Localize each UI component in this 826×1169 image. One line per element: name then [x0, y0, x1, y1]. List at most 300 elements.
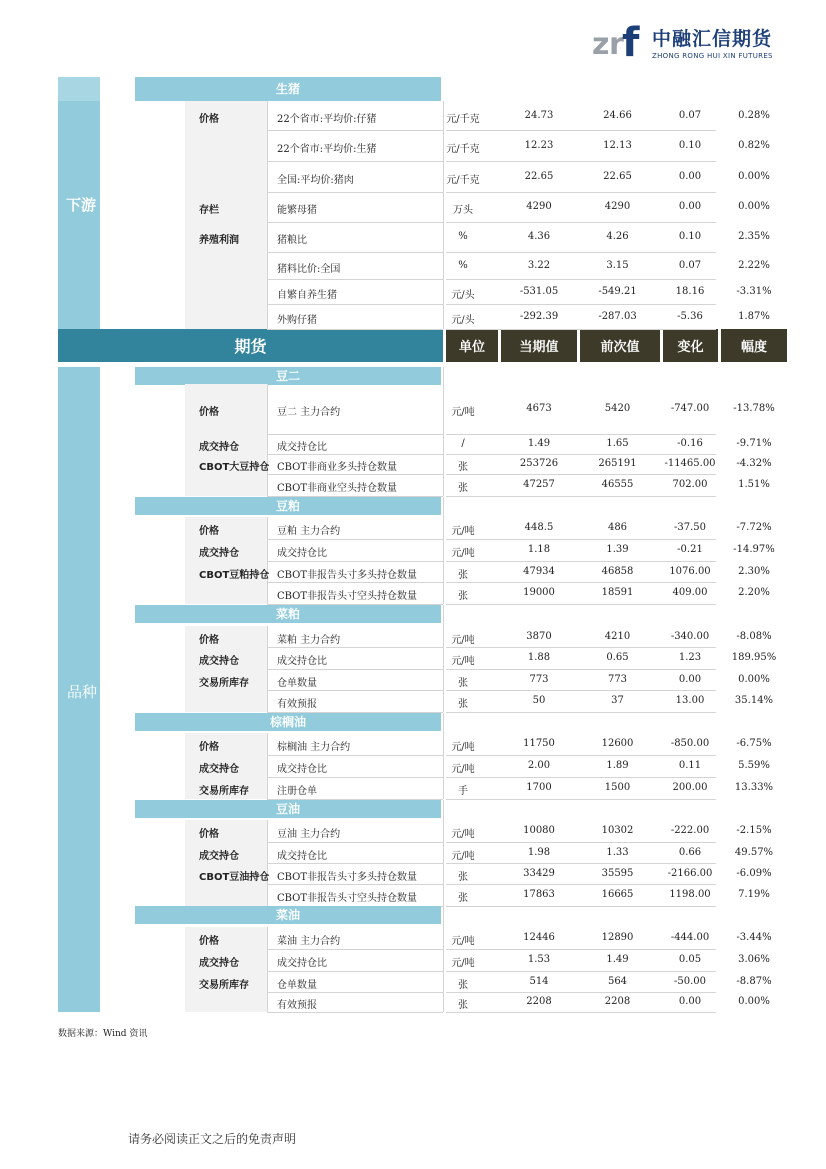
row-category: 成交持仓	[199, 548, 239, 559]
table-row	[185, 760, 788, 775]
row-change-pct: 1.51%	[738, 479, 770, 490]
row-unit: 张	[458, 872, 468, 883]
row-change-pct: 1.87%	[738, 311, 770, 322]
section-header: 豆二	[135, 367, 441, 385]
row-indicator: 豆粕 主力合约	[277, 526, 341, 537]
table-row	[185, 260, 788, 275]
row-current-value: -292.39	[519, 311, 559, 322]
row-divider	[446, 971, 716, 972]
row-current-value: 1700	[526, 782, 552, 793]
row-divider	[267, 329, 443, 330]
row-divider	[267, 279, 443, 280]
row-category: 价格	[199, 407, 219, 418]
row-unit: 张	[458, 591, 468, 602]
row-change-pct: -8.87%	[736, 976, 772, 987]
row-indicator: 菜油 主力合约	[277, 936, 341, 947]
row-change-pct: 2.35%	[738, 231, 770, 242]
row-unit: 元/吨	[451, 936, 475, 947]
row-unit: 元/千克	[446, 114, 480, 125]
row-previous-value: 1.39	[606, 544, 629, 555]
row-change-pct: 13.33%	[734, 782, 774, 793]
row-current-value: 2.00	[527, 760, 551, 771]
row-divider	[446, 434, 716, 435]
table-row	[185, 458, 788, 473]
row-category: 成交持仓	[199, 656, 239, 667]
row-indicator: CBOT非报告头寸多头持仓数量	[277, 570, 418, 581]
row-change: 18.16	[675, 286, 705, 297]
row-current-value: 22.65	[524, 171, 554, 182]
row-unit: 元/吨	[451, 742, 475, 753]
row-divider	[446, 755, 716, 756]
row-change: 1076.00	[669, 566, 711, 577]
row-change-pct: 189.95%	[731, 652, 777, 663]
row-change: 0.00	[678, 674, 702, 685]
row-divider	[446, 279, 716, 280]
table-row	[185, 231, 788, 246]
row-current-value: 11750	[523, 738, 555, 749]
row-change: 1198.00	[669, 889, 711, 900]
row-previous-value: 12600	[601, 738, 634, 749]
row-indicator: CBOT非报告头寸多头持仓数量	[277, 872, 418, 883]
table-row	[185, 976, 788, 991]
row-category: 价格	[199, 829, 219, 840]
row-change: -0.16	[677, 438, 703, 449]
row-previous-value: 1.89	[606, 760, 629, 771]
table-row	[185, 544, 788, 559]
row-current-value: 1.18	[527, 544, 551, 555]
section-header: 豆粕	[135, 497, 441, 515]
row-change-pct: 2.22%	[738, 260, 770, 271]
table-row	[185, 868, 788, 883]
row-previous-value: -287.03	[598, 311, 637, 322]
row-divider	[267, 222, 443, 223]
row-current-value: 33429	[523, 868, 555, 879]
row-change: -340.00	[670, 631, 710, 642]
row-indicator: CBOT非报告头寸空头持仓数量	[277, 893, 418, 904]
row-current-value: 24.73	[524, 110, 554, 121]
row-category: 价格	[199, 742, 219, 753]
table-row	[185, 438, 788, 453]
row-unit: 万头	[453, 205, 473, 216]
row-unit: 元/吨	[451, 407, 475, 418]
row-divider	[446, 192, 716, 193]
row-previous-value: 35595	[601, 868, 634, 879]
row-category: 交易所库存	[199, 786, 249, 797]
row-unit: 张	[458, 893, 468, 904]
table-row	[185, 738, 788, 753]
section-header-pig: 生猪	[135, 77, 441, 101]
brand-name-cn: 中融汇信期货	[652, 28, 773, 50]
brand-logo-icon	[592, 18, 640, 62]
row-unit: 张	[458, 483, 468, 494]
svg-text:r: r	[609, 27, 624, 62]
row-change: -37.50	[673, 522, 706, 533]
row-unit: 元/千克	[446, 175, 480, 186]
row-divider	[446, 799, 716, 800]
section-header: 豆油	[135, 800, 441, 818]
row-change: 0.66	[678, 847, 702, 858]
row-change: -747.00	[670, 403, 710, 414]
row-indicator: 仓单数量	[277, 678, 317, 689]
row-unit: 张	[458, 462, 468, 473]
row-divider	[446, 842, 716, 843]
variety-label: 品种	[67, 683, 98, 701]
row-change: 702.00	[672, 479, 708, 490]
row-current-value: 773	[529, 674, 549, 685]
column-header-change: 变化	[663, 329, 718, 362]
row-current-value: 3.22	[527, 260, 551, 271]
row-change: 200.00	[672, 782, 708, 793]
row-divider	[446, 690, 716, 691]
row-divider	[446, 712, 716, 713]
row-previous-value: 2208	[604, 996, 631, 1007]
brand-name-en: ZHONG RONG HUI XIN FUTURES	[652, 52, 773, 60]
row-change: -0.21	[677, 544, 703, 555]
row-previous-value: 4210	[604, 631, 631, 642]
row-unit: 元/吨	[451, 958, 475, 969]
table-row	[185, 171, 788, 186]
row-change-pct: 0.00%	[738, 674, 770, 685]
table-row	[185, 587, 788, 602]
table-row	[185, 695, 788, 710]
futures-header-bar: 期货	[58, 329, 443, 362]
row-indicator: 22个省市:平均价:生猪	[277, 144, 377, 155]
row-divider	[446, 777, 716, 778]
row-previous-value: 3.15	[606, 260, 629, 271]
row-previous-value: 10302	[601, 825, 634, 836]
table-row	[185, 932, 788, 947]
row-indicator: 外购仔猪	[277, 315, 317, 326]
row-change: 0.00	[678, 996, 702, 1007]
row-divider	[267, 192, 443, 193]
row-unit: 张	[458, 1000, 468, 1011]
row-divider	[446, 906, 716, 907]
row-unit: 元/吨	[451, 526, 475, 537]
row-category: 价格	[199, 526, 219, 537]
row-unit: 张	[458, 678, 468, 689]
table-row	[185, 954, 788, 969]
row-indicator: 成交持仓比	[277, 958, 327, 969]
row-change: 13.00	[675, 695, 705, 706]
data-source-note: 数据来源：Wind 资讯	[58, 1029, 148, 1039]
row-divider	[446, 496, 716, 497]
row-indicator: 豆二 主力合约	[277, 407, 341, 418]
row-category: 存栏	[199, 205, 219, 216]
row-category: 成交持仓	[199, 442, 239, 453]
row-divider	[446, 304, 716, 305]
row-divider	[267, 949, 443, 950]
row-current-value: 4290	[526, 201, 552, 212]
row-previous-value: 16665	[601, 889, 634, 900]
row-change-pct: -2.15%	[736, 825, 772, 836]
row-change-pct: 2.30%	[738, 566, 770, 577]
row-divider	[446, 161, 716, 162]
row-previous-value: 564	[607, 976, 628, 987]
row-change: 409.00	[672, 587, 708, 598]
row-change-pct: -6.75%	[736, 738, 772, 749]
row-current-value: 4.36	[527, 231, 551, 242]
row-unit: 元/吨	[451, 656, 475, 667]
row-change: 1.23	[678, 652, 702, 663]
row-change-pct: -13.78%	[733, 403, 775, 414]
row-previous-value: -549.21	[598, 286, 637, 297]
row-previous-value: 12.13	[603, 140, 632, 151]
row-previous-value: 486	[607, 522, 628, 533]
svg-text:f: f	[622, 20, 640, 62]
row-previous-value: 1.33	[606, 847, 629, 858]
row-change-pct: 7.19%	[738, 889, 770, 900]
row-category: 成交持仓	[199, 764, 239, 775]
table-row	[185, 311, 788, 326]
row-current-value: 47257	[523, 479, 555, 490]
table-row	[185, 847, 788, 862]
row-divider	[267, 777, 443, 778]
row-change-pct: -6.09%	[736, 868, 772, 879]
row-divider	[446, 863, 716, 864]
table-row	[185, 140, 788, 155]
row-current-value: 1.53	[527, 954, 551, 965]
downstream-side-block-top	[58, 77, 100, 101]
row-divider	[267, 755, 443, 756]
row-divider	[446, 992, 716, 993]
row-current-value: 448.5	[524, 522, 554, 533]
row-indicator: 豆油 主力合约	[277, 829, 341, 840]
row-change-pct: 0.82%	[738, 140, 770, 151]
row-change: -2166.00	[667, 868, 713, 879]
row-divider	[446, 539, 716, 540]
row-divider	[267, 842, 443, 843]
row-previous-value: 12890	[601, 932, 634, 943]
row-unit: 张	[458, 699, 468, 710]
row-unit: 元/吨	[451, 764, 475, 775]
row-divider	[446, 582, 716, 583]
section-header: 棕榈油	[135, 713, 441, 731]
row-change: -11465.00	[664, 458, 716, 469]
section-header: 菜油	[135, 906, 441, 924]
row-previous-value: 4290	[604, 201, 631, 212]
column-divider	[443, 367, 444, 496]
row-category: 价格	[199, 936, 219, 947]
row-divider	[267, 161, 443, 162]
row-category: 养殖利润	[199, 235, 239, 246]
row-unit: 手	[458, 786, 468, 797]
row-previous-value: 265191	[598, 458, 637, 469]
column-header-unit: 单位	[446, 329, 498, 362]
row-unit: %	[458, 260, 468, 271]
row-change-pct: 49.57%	[734, 847, 774, 858]
row-current-value: 47934	[523, 566, 555, 577]
row-previous-value: 22.65	[603, 171, 632, 182]
row-unit: 元/头	[451, 315, 475, 326]
column-header-current: 当期值	[501, 329, 577, 362]
row-current-value: 4673	[526, 403, 552, 414]
row-current-value: 1.49	[527, 438, 551, 449]
svg-text:z: z	[592, 27, 610, 62]
row-divider	[446, 454, 716, 455]
row-unit: 元/吨	[451, 829, 475, 840]
row-change-pct: -7.72%	[736, 522, 772, 533]
row-divider	[267, 252, 443, 253]
row-category: CBOT大豆持仓	[199, 462, 270, 473]
column-header-previous: 前次值	[580, 329, 660, 362]
row-previous-value: 0.65	[606, 652, 629, 663]
row-divider	[267, 561, 443, 562]
row-divider	[446, 222, 716, 223]
row-indicator: CBOT非商业多头持仓数量	[277, 462, 398, 473]
row-change-pct: -14.97%	[733, 544, 775, 555]
row-divider	[446, 647, 716, 648]
row-previous-value: 37	[611, 695, 624, 706]
row-unit: /	[461, 438, 465, 449]
row-indicator: 成交持仓比	[277, 548, 327, 559]
row-category: 交易所库存	[199, 980, 249, 991]
row-indicator: 全国:平均价:猪肉	[277, 175, 354, 186]
row-divider	[267, 1012, 443, 1013]
row-change: 0.00	[678, 201, 702, 212]
row-current-value: 514	[529, 976, 549, 987]
row-change: 0.07	[678, 260, 702, 271]
row-indicator: 猪粮比	[277, 235, 307, 246]
row-indicator: 能繁母猪	[277, 205, 317, 216]
row-divider	[267, 454, 443, 455]
row-indicator: 注册仓单	[277, 786, 317, 797]
table-row	[185, 522, 788, 537]
row-unit: 张	[458, 980, 468, 991]
row-current-value: 19000	[523, 587, 555, 598]
row-indicator: 有效预报	[277, 699, 317, 710]
row-indicator: 成交持仓比	[277, 851, 327, 862]
row-change-pct: 0.00%	[738, 996, 770, 1007]
row-current-value: 1.98	[527, 847, 551, 858]
row-current-value: 3870	[526, 631, 552, 642]
row-change-pct: -9.71%	[736, 438, 772, 449]
row-divider	[267, 582, 443, 583]
row-divider	[267, 971, 443, 972]
row-change: 0.07	[678, 110, 702, 121]
table-row	[185, 110, 788, 125]
section-header: 菜粕	[135, 605, 441, 623]
row-divider	[267, 884, 443, 885]
row-indicator: 猪料比价:全国	[277, 264, 341, 275]
row-category: 交易所库存	[199, 678, 249, 689]
row-change: 0.05	[678, 954, 702, 965]
row-divider	[267, 669, 443, 670]
row-indicator: 仓单数量	[277, 980, 317, 991]
row-indicator: CBOT非商业空头持仓数量	[277, 483, 398, 494]
row-divider	[446, 329, 716, 330]
row-category: CBOT豆油持仓	[199, 872, 270, 883]
row-divider	[446, 474, 716, 475]
row-previous-value: 18591	[601, 587, 634, 598]
table-row	[185, 782, 788, 797]
row-indicator: 有效预报	[277, 1000, 317, 1011]
row-change-pct: -3.44%	[736, 932, 772, 943]
row-change-pct: -8.08%	[736, 631, 772, 642]
row-change: -5.36	[677, 311, 703, 322]
row-change: 0.11	[678, 760, 702, 771]
table-row	[185, 825, 788, 840]
table-row	[185, 566, 788, 581]
row-divider	[267, 130, 443, 131]
row-divider	[267, 992, 443, 993]
row-current-value: 50	[532, 695, 546, 706]
row-current-value: 1.88	[527, 652, 551, 663]
row-divider	[267, 434, 443, 435]
row-unit: 元/吨	[451, 635, 475, 646]
row-indicator: CBOT非报告头寸空头持仓数量	[277, 591, 418, 602]
row-change-pct: 5.59%	[738, 760, 770, 771]
row-indicator: 22个省市:平均价:仔猪	[277, 114, 377, 125]
row-previous-value: 46858	[601, 566, 634, 577]
row-current-value: -531.05	[519, 286, 559, 297]
row-previous-value: 773	[607, 674, 628, 685]
row-change-pct: -4.32%	[736, 458, 772, 469]
downstream-label: 下游	[66, 196, 97, 214]
row-divider	[267, 474, 443, 475]
row-category: 价格	[199, 114, 219, 125]
row-divider	[446, 884, 716, 885]
row-indicator: 自繁自养生猪	[277, 290, 337, 301]
row-change: -222.00	[670, 825, 710, 836]
row-previous-value: 5420	[604, 403, 631, 414]
row-divider	[446, 669, 716, 670]
row-unit: 元/千克	[446, 144, 480, 155]
row-divider	[267, 863, 443, 864]
row-divider	[446, 604, 716, 605]
row-change: 0.10	[678, 231, 702, 242]
table-row	[185, 631, 788, 646]
row-change-pct: 35.14%	[734, 695, 774, 706]
row-indicator: 棕榈油 主力合约	[277, 742, 351, 753]
table-row	[185, 201, 788, 216]
row-current-value: 17863	[523, 889, 555, 900]
row-indicator: 成交持仓比	[277, 656, 327, 667]
row-current-value: 12.23	[524, 140, 554, 151]
row-divider	[446, 1012, 716, 1013]
table-row	[185, 479, 788, 494]
row-change: -444.00	[670, 932, 710, 943]
row-previous-value: 1.49	[606, 954, 629, 965]
row-unit: 元/吨	[451, 851, 475, 862]
row-change: 0.10	[678, 140, 702, 151]
row-change: -850.00	[670, 738, 710, 749]
row-change-pct: 3.06%	[738, 954, 770, 965]
row-change-pct: 2.20%	[738, 587, 770, 598]
row-change-pct: 0.00%	[738, 201, 770, 212]
row-current-value: 2208	[526, 996, 552, 1007]
row-divider	[267, 539, 443, 540]
row-category: 价格	[199, 635, 219, 646]
table-row	[185, 674, 788, 689]
row-previous-value: 24.66	[603, 110, 632, 121]
row-previous-value: 1.65	[606, 438, 629, 449]
row-unit: 元/吨	[451, 548, 475, 559]
row-current-value: 253726	[519, 458, 559, 469]
row-change: 0.00	[678, 171, 702, 182]
row-previous-value: 4.26	[606, 231, 629, 242]
row-category: 成交持仓	[199, 958, 239, 969]
row-category: 成交持仓	[199, 851, 239, 862]
row-divider	[446, 949, 716, 950]
row-divider	[267, 690, 443, 691]
disclaimer-note: 请务必阅读正文之后的免责声明	[128, 1132, 297, 1146]
row-indicator: 成交持仓比	[277, 764, 327, 775]
row-change-pct: -3.31%	[736, 286, 772, 297]
table-row	[185, 996, 788, 1011]
table-row	[185, 652, 788, 667]
row-change: -50.00	[673, 976, 706, 987]
row-unit: 元/头	[451, 290, 475, 301]
